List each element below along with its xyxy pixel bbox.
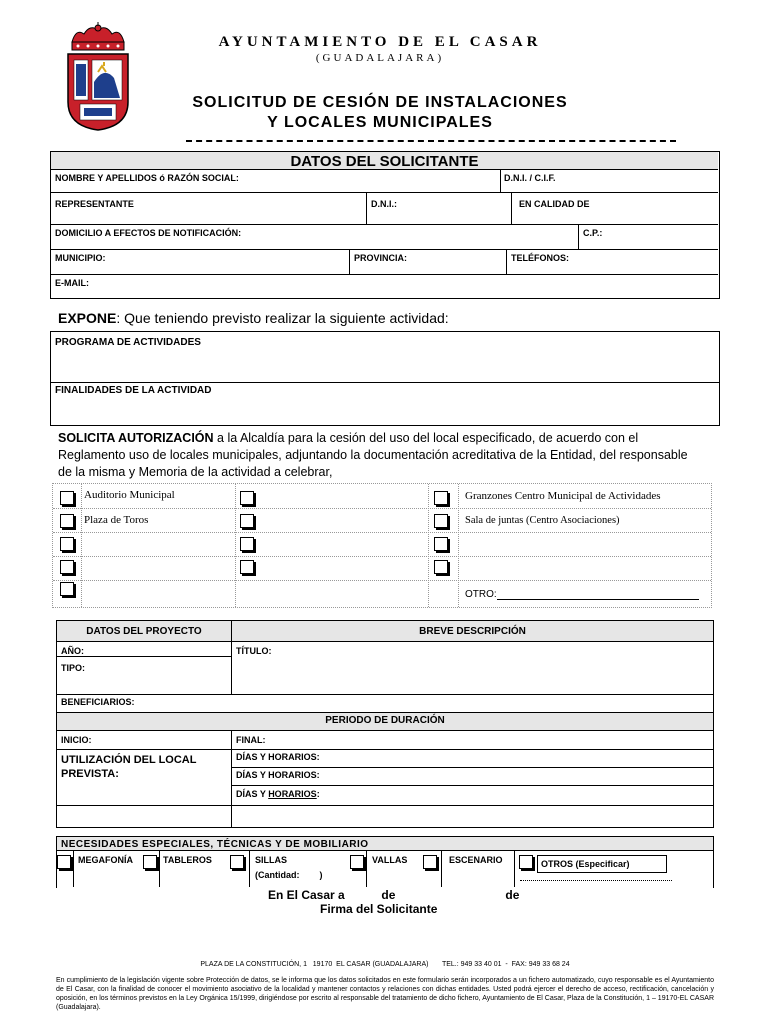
title-underline: [186, 140, 676, 142]
place-date-line: En El Casar a de de: [268, 888, 520, 902]
row-divider: [53, 508, 711, 509]
signature-label: Firma del Solicitante: [320, 902, 438, 916]
expone-line: [58, 310, 449, 326]
col-divider: [249, 851, 250, 887]
otro-input-line[interactable]: [497, 599, 699, 600]
expone-text: : Que teniendo previsto realizar la siguiente actividad:: [116, 310, 449, 326]
project-section: [56, 620, 714, 828]
days-hours-3a: DÍAS Y: [236, 789, 269, 799]
title-field-label: TÍTULO:: [236, 646, 272, 656]
purpose-field-label: FINALIDADES DE LA ACTIVIDAD: [55, 385, 212, 396]
venue-label-auditorio: Auditorio Municipal: [84, 489, 175, 501]
venue-checkbox-blank-1[interactable]: [60, 537, 74, 551]
capacity-field-label: EN CALIDAD DE: [519, 199, 590, 209]
end-field-label: FINAL:: [236, 735, 266, 745]
solicita-keyword: SOLICITA AUTORIZACIÓN: [58, 431, 214, 445]
solicita-paragraph: [58, 430, 714, 481]
days-hours-label-2: DÍAS Y HORARIOS:: [236, 770, 320, 780]
year-field-label: AÑO:: [61, 646, 84, 656]
solicita-line1: [58, 430, 714, 447]
program-field-label: PROGRAMA DE ACTIVIDADES: [55, 337, 201, 348]
document-title-line1: SOLICITUD DE CESIÓN DE INSTALACIONES: [192, 94, 568, 111]
needs-label-escenario: ESCENARIO: [449, 855, 503, 865]
col-divider: [235, 484, 236, 607]
col-divider: [514, 851, 515, 887]
col-divider: [578, 224, 579, 249]
row-divider: [51, 192, 718, 193]
usage-label: [61, 753, 196, 781]
venue-checkbox-plaza[interactable]: [60, 514, 74, 528]
needs-checkbox-megafonia[interactable]: [57, 855, 71, 869]
needs-label-tableros: TABLEROS: [163, 855, 212, 865]
needs-checkbox-tableros[interactable]: [143, 855, 157, 869]
usage-label-line2: PREVISTA:: [61, 768, 119, 780]
needs-checkbox-otros[interactable]: [519, 855, 533, 869]
col-divider: [511, 192, 512, 224]
venue-label-granzones: Granzones Centro Municipal de Actividades: [465, 490, 661, 502]
venue-label-otro: OTRO:: [465, 589, 497, 600]
beneficiaries-field-label: BENEFICIARIOS:: [61, 697, 135, 707]
representative-field-label: REPRESENTANTE: [55, 199, 134, 209]
venue-checkbox-col2-3[interactable]: [240, 537, 254, 551]
row-divider: [57, 656, 231, 657]
row-divider: [231, 785, 713, 786]
row-divider: [53, 580, 711, 581]
brief-description-title: BREVE DESCRIPCIÓN: [419, 626, 526, 637]
name-field-label: NOMBRE Y APELLIDOS ó RAZÓN SOCIAL:: [55, 173, 239, 183]
venue-checkbox-blank-3[interactable]: [60, 582, 74, 596]
type-field-label: TIPO:: [61, 663, 85, 673]
col-divider: [441, 851, 442, 887]
expone-keyword: EXPONE: [58, 310, 117, 326]
col-divider: [231, 730, 232, 827]
province-subtitle: (GUADALAJARA): [315, 52, 445, 64]
needs-label-megafonia: MEGAFONÍA: [78, 855, 133, 865]
needs-label-vallas: VALLAS: [372, 855, 408, 865]
usage-label-line1: UTILIZACIÓN DEL LOCAL: [61, 754, 197, 766]
needs-label-sillas: SILLAS: [255, 855, 288, 865]
row-divider: [53, 532, 711, 533]
row-divider: [51, 274, 718, 275]
days-hours-3b: HORARIOS: [268, 789, 317, 799]
venue-checkbox-col2-4[interactable]: [240, 560, 254, 574]
days-hours-label-1: DÍAS Y HORARIOS:: [236, 752, 320, 762]
dni-cif-field-label: D.N.I. / C.I.F.: [504, 173, 556, 183]
cp-field-label: C.P.:: [583, 228, 603, 238]
col-divider: [500, 170, 501, 192]
needs-checkbox-escenario[interactable]: [423, 855, 437, 869]
row-divider: [51, 224, 718, 225]
solicita-text-3: de la misma y Memoria de la actividad a celebrar,: [58, 465, 333, 479]
needs-section-title: NECESIDADES ESPECIALES, TÉCNICAS Y DE MOBILIARIO: [61, 839, 369, 850]
needs-label-otros: OTROS (Especificar): [537, 855, 667, 873]
period-title: PERIODO DE DURACIÓN: [325, 715, 445, 726]
col-divider: [506, 249, 507, 274]
days-hours-label-3: [236, 789, 320, 799]
row-divider: [57, 749, 713, 750]
col-divider: [81, 484, 82, 607]
row-divider: [53, 556, 711, 557]
email-field-label: E-MAIL:: [55, 278, 89, 288]
venue-checkbox-col2-1[interactable]: [240, 491, 254, 505]
venue-checkbox-auditorio[interactable]: [60, 491, 74, 505]
venue-label-plaza: Plaza de Toros: [84, 514, 149, 526]
municipality-title: AYUNTAMIENTO DE EL CASAR: [218, 34, 542, 50]
start-field-label: INICIO:: [61, 735, 92, 745]
solicita-text-1: a la Alcaldía para la cesión del uso del local especificado, de acuerdo con el: [213, 431, 639, 445]
dni-field-label: D.N.I.:: [371, 199, 397, 209]
row-divider: [57, 805, 713, 806]
province-field-label: PROVINCIA:: [354, 253, 408, 263]
document-title-line2: Y LOCALES MUNICIPALES: [267, 114, 493, 131]
document-title: [130, 93, 630, 133]
solicita-text-2: Reglamento uso de locales municipales, adjuntando la documentación acreditativa de la Entidad, del responsable: [58, 448, 688, 462]
coat-of-arms-logo: [64, 22, 132, 132]
row-divider: [57, 730, 713, 731]
footer-address: PLAZA DE LA CONSTITUCIÓN, 1 19170 EL CASAR (GUADALAJARA) TEL.: 949 33 40 01 - FAX: 949 33 68 24: [200, 961, 570, 968]
needs-label-cantidad: (Cantidad: ): [255, 870, 323, 880]
col-divider: [349, 249, 350, 274]
venue-label-sala: Sala de juntas (Centro Asociaciones): [465, 515, 620, 526]
project-section-title: DATOS DEL PROYECTO: [86, 626, 202, 637]
days-hours-3c: :: [316, 789, 320, 799]
venue-checkbox-col3-4[interactable]: [434, 560, 448, 574]
row-divider: [51, 382, 719, 383]
row-divider: [57, 694, 713, 695]
col-divider: [366, 192, 367, 224]
applicant-section: [50, 151, 720, 299]
col-divider: [73, 851, 74, 887]
municipality-field-label: MUNICIPIO:: [55, 253, 106, 263]
address-field-label: DOMICILIO A EFECTOS DE NOTIFICACIÓN:: [55, 228, 242, 238]
otros-input-line[interactable]: [520, 880, 672, 881]
needs-checkbox-vallas[interactable]: [350, 855, 364, 869]
venue-checkbox-granzones[interactable]: [434, 491, 448, 505]
needs-checkbox-sillas[interactable]: [230, 855, 244, 869]
venue-checkbox-sala[interactable]: [434, 514, 448, 528]
venue-checkbox-col3-3[interactable]: [434, 537, 448, 551]
applicant-section-title: DATOS DEL SOLICITANTE: [290, 153, 479, 170]
col-divider: [428, 484, 429, 607]
phones-field-label: TELÉFONOS:: [511, 253, 569, 263]
venue-checkbox-col2-2[interactable]: [240, 514, 254, 528]
col-divider: [458, 484, 459, 607]
footer-legal-text: En cumplimiento de la legislación vigente sobre Protección de datos, se le informa que los datos solicitados en este formulario serán incorporados a un fichero automatizado, cuyo responsable es el Ayuntamiento de El Casar, con la finalidad de conocer el movimiento asociativo de la localidad y mantener contactos y relaciones con dichas entidades. Usted podrá ejercer el derecho de acceso, rectificación, cancelación y oposición, en los términos previstos en la Ley Orgánica 15/1999, dirigiéndose por escrito al responsable del tratamiento de dicho fichero, Ayuntamiento de El Casar, Plaza de la Constitución, 1 – 19170-EL CASAR (Guadalajara).: [56, 977, 714, 1011]
row-divider: [231, 767, 713, 768]
activities-box: [50, 331, 720, 426]
col-divider: [366, 851, 367, 887]
venue-checkbox-blank-2[interactable]: [60, 560, 74, 574]
row-divider: [51, 249, 718, 250]
col-divider: [159, 851, 160, 887]
